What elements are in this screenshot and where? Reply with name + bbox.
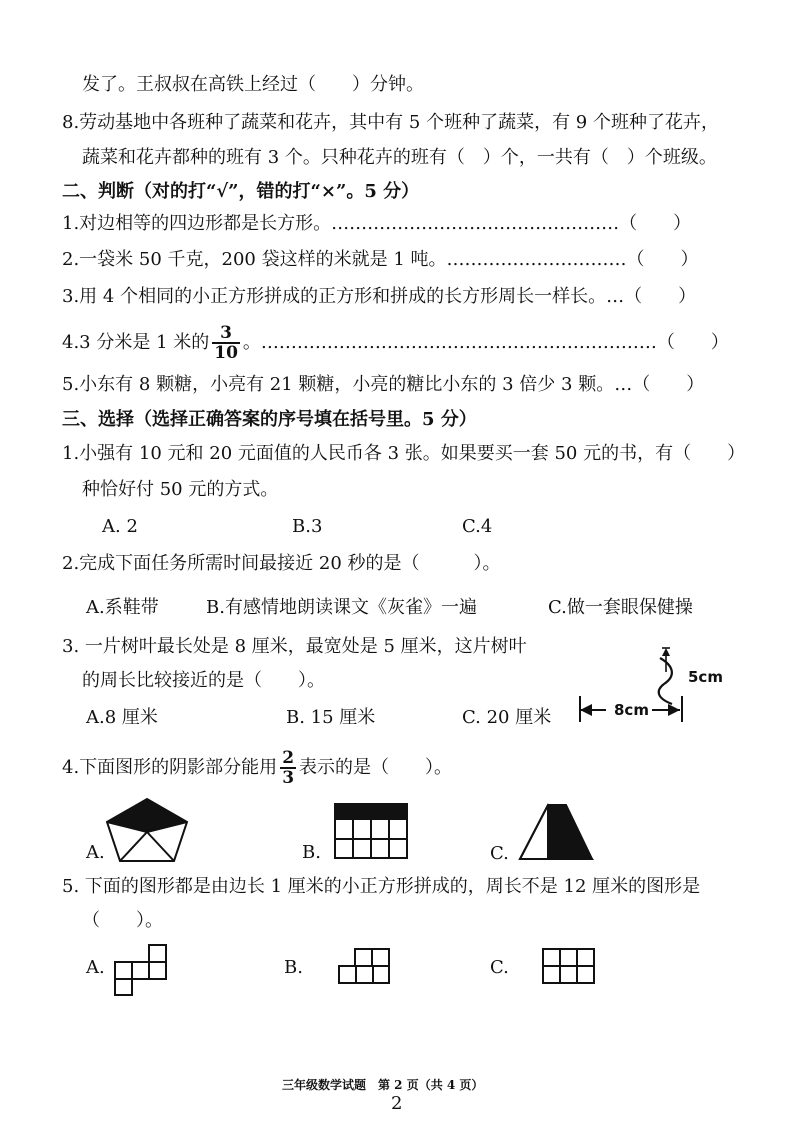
choice-1-option-c: C.4 xyxy=(462,516,493,537)
choice-2-option-a: A.系鞋带 xyxy=(86,597,159,618)
choice-2-option-b: B.有感情地朗读课文《灰雀》一遍 xyxy=(206,597,477,618)
length-left-arrow-icon xyxy=(580,704,592,716)
choice-1-option-a: A. 2 xyxy=(102,516,138,537)
choice-4-label-a: A. xyxy=(86,842,105,863)
choice-1-option-b: B.3 xyxy=(292,516,323,537)
fraction-denominator: 10 xyxy=(214,343,238,363)
choice-2-question: 2.完成下面任务所需时间最接近 20 秒的是（ ）。 xyxy=(62,553,501,574)
square-figure-a xyxy=(114,944,168,996)
choice-4-suffix: 表示的是（ ）。 xyxy=(299,757,453,778)
length-right-arrow-icon xyxy=(668,704,680,716)
pentagon-figure xyxy=(104,796,190,864)
page-number: 2 xyxy=(391,1093,403,1114)
fraction-3-10 xyxy=(212,324,240,362)
choice-4-prefix: 4.下面图形的阴影部分能用 xyxy=(62,757,278,778)
grid-rectangle-figure xyxy=(334,803,408,859)
choice-3-option-b: B. 15 厘米 xyxy=(286,707,376,728)
section-3-heading: 三、选择（选择正确答案的序号填在括号里。5 分） xyxy=(62,409,477,430)
judge-4-suffix: 。…………………………………………………………（ ） xyxy=(242,332,729,353)
judge-5: 5.小东有 8 颗糖，小亮有 21 颗糖，小亮的糖比小东的 3 倍少 3 颗。…（ ） xyxy=(62,374,705,395)
judge-2: 2.一袋米 50 千克，200 袋这样的米就是 1 吨。…………………………（ ） xyxy=(62,249,699,270)
choice-5-line1: 5. 下面的图形都是由边长 1 厘米的小正方形拼成的，周长不是 12 厘米的图形是 xyxy=(62,876,701,897)
square-figure-b xyxy=(338,948,390,984)
choice-5-line2: （ ）。 xyxy=(82,910,163,931)
judge-1: 1.对边相等的四边形都是长方形。…………………………………………（ ） xyxy=(62,213,692,234)
square-figure-c xyxy=(542,948,596,984)
choice-4-label-b: B. xyxy=(302,842,321,863)
choice-1-line1: 1.小强有 10 元和 20 元面值的人民币各 3 张。如果要买一套 50 元的书，有（ ） xyxy=(62,443,746,464)
choice-5-label-a: A. xyxy=(86,957,105,978)
page-footer: 三年级数学试题 第 2 页（共 4 页） xyxy=(282,1078,484,1092)
choice-3-line1: 3. 一片树叶最长处是 8 厘米，最宽处是 5 厘米，这片树叶 xyxy=(62,636,527,657)
leaf-length-label: 8cm xyxy=(614,701,649,719)
choice-4-question xyxy=(62,749,452,787)
parallelogram-figure xyxy=(518,803,594,861)
choice-1-line2: 种恰好付 50 元的方式。 xyxy=(82,479,279,500)
choice-3-option-c: C. 20 厘米 xyxy=(462,707,552,728)
q7-continuation: 发了。王叔叔在高铁上经过（ ）分钟。 xyxy=(82,74,424,95)
fraction-denominator: 3 xyxy=(282,768,295,788)
choice-3-line2: 的周长比较接近的是（ ）。 xyxy=(82,670,325,691)
width-arrow-icon xyxy=(662,648,670,656)
q8-line2: 蔬菜和花卉都种的班有 3 个。只种花卉的班有（ ）个，一共有（ ）个班级。 xyxy=(82,147,717,168)
choice-4-label-c: C. xyxy=(490,843,509,864)
fraction-numerator: 3 xyxy=(212,324,240,344)
judge-3: 3.用 4 个相同的小正方形拼成的正方形和拼成的长方形周长一样长。…（ ） xyxy=(62,286,697,307)
choice-5-label-c: C. xyxy=(490,957,509,978)
section-2-heading: 二、判断（对的打“√”，错的打“×”。5 分） xyxy=(62,181,420,202)
fraction-numerator: 2 xyxy=(282,748,295,768)
choice-2-option-c: C.做一套眼保健操 xyxy=(548,597,693,618)
choice-3-option-a: A.8 厘米 xyxy=(86,707,158,728)
choice-5-label-b: B. xyxy=(284,957,303,978)
judge-4 xyxy=(62,324,729,362)
leaf-width-label: 5cm xyxy=(688,668,723,686)
q8-line1: 8.劳动基地中各班种了蔬菜和花卉，其中有 5 个班种了蔬菜，有 9 个班种了花卉， xyxy=(62,112,719,133)
judge-4-prefix: 4.3 分米是 1 米的 xyxy=(62,332,210,353)
fraction-2-3 xyxy=(280,749,296,787)
